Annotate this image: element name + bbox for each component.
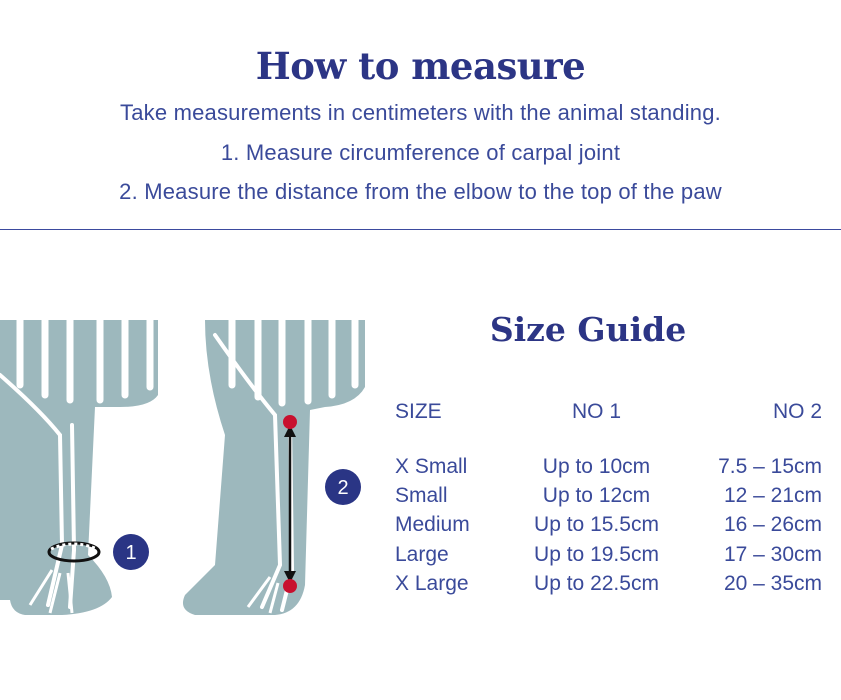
table-row — [395, 513, 825, 541]
no1-value: Up to 12cm — [542, 484, 651, 507]
table-row — [395, 455, 825, 483]
instruction-step-1: 1. Measure circumference of carpal joint — [220, 140, 621, 165]
page-title: How to measure — [255, 44, 586, 88]
header-size: SIZE — [395, 400, 442, 423]
size-label: X Small — [395, 455, 468, 478]
no2-value: 7.5 – 15cm — [718, 455, 822, 478]
divider — [0, 229, 841, 230]
marker-2-label: 2 — [337, 477, 349, 499]
leg-figure-1 — [0, 320, 158, 615]
leg-figure-2 — [183, 320, 365, 615]
no2-value: 17 – 30cm — [723, 543, 822, 566]
table-row — [395, 572, 825, 600]
no2-value: 16 – 26cm — [723, 513, 822, 536]
instruction-step-2: 2. Measure the distance from the elbow to the top of the paw — [119, 179, 722, 204]
table-header — [395, 400, 825, 428]
no1-value: Up to 22.5cm — [534, 572, 659, 595]
no1-value: Up to 15.5cm — [534, 513, 659, 536]
elbow-point — [283, 415, 297, 429]
size-label: Small — [395, 484, 448, 507]
size-label: Medium — [395, 513, 470, 536]
paw-top-point — [283, 579, 297, 593]
size-guide-title: Size Guide — [489, 310, 687, 349]
header-no2: NO 2 — [772, 400, 822, 423]
no1-value: Up to 10cm — [542, 455, 651, 478]
size-label: Large — [395, 543, 449, 566]
table-row — [395, 484, 825, 512]
marker-1-label: 1 — [125, 542, 137, 564]
no2-value: 12 – 21cm — [723, 484, 822, 507]
table-row — [395, 543, 825, 571]
no1-value: Up to 19.5cm — [534, 543, 659, 566]
size-label: X Large — [395, 572, 469, 595]
no2-value: 20 – 35cm — [723, 572, 822, 595]
instruction-intro: Take measurements in centimeters with the animal standing. — [120, 100, 721, 125]
header-no1: NO 1 — [571, 400, 621, 423]
leg-illustration — [0, 315, 380, 635]
